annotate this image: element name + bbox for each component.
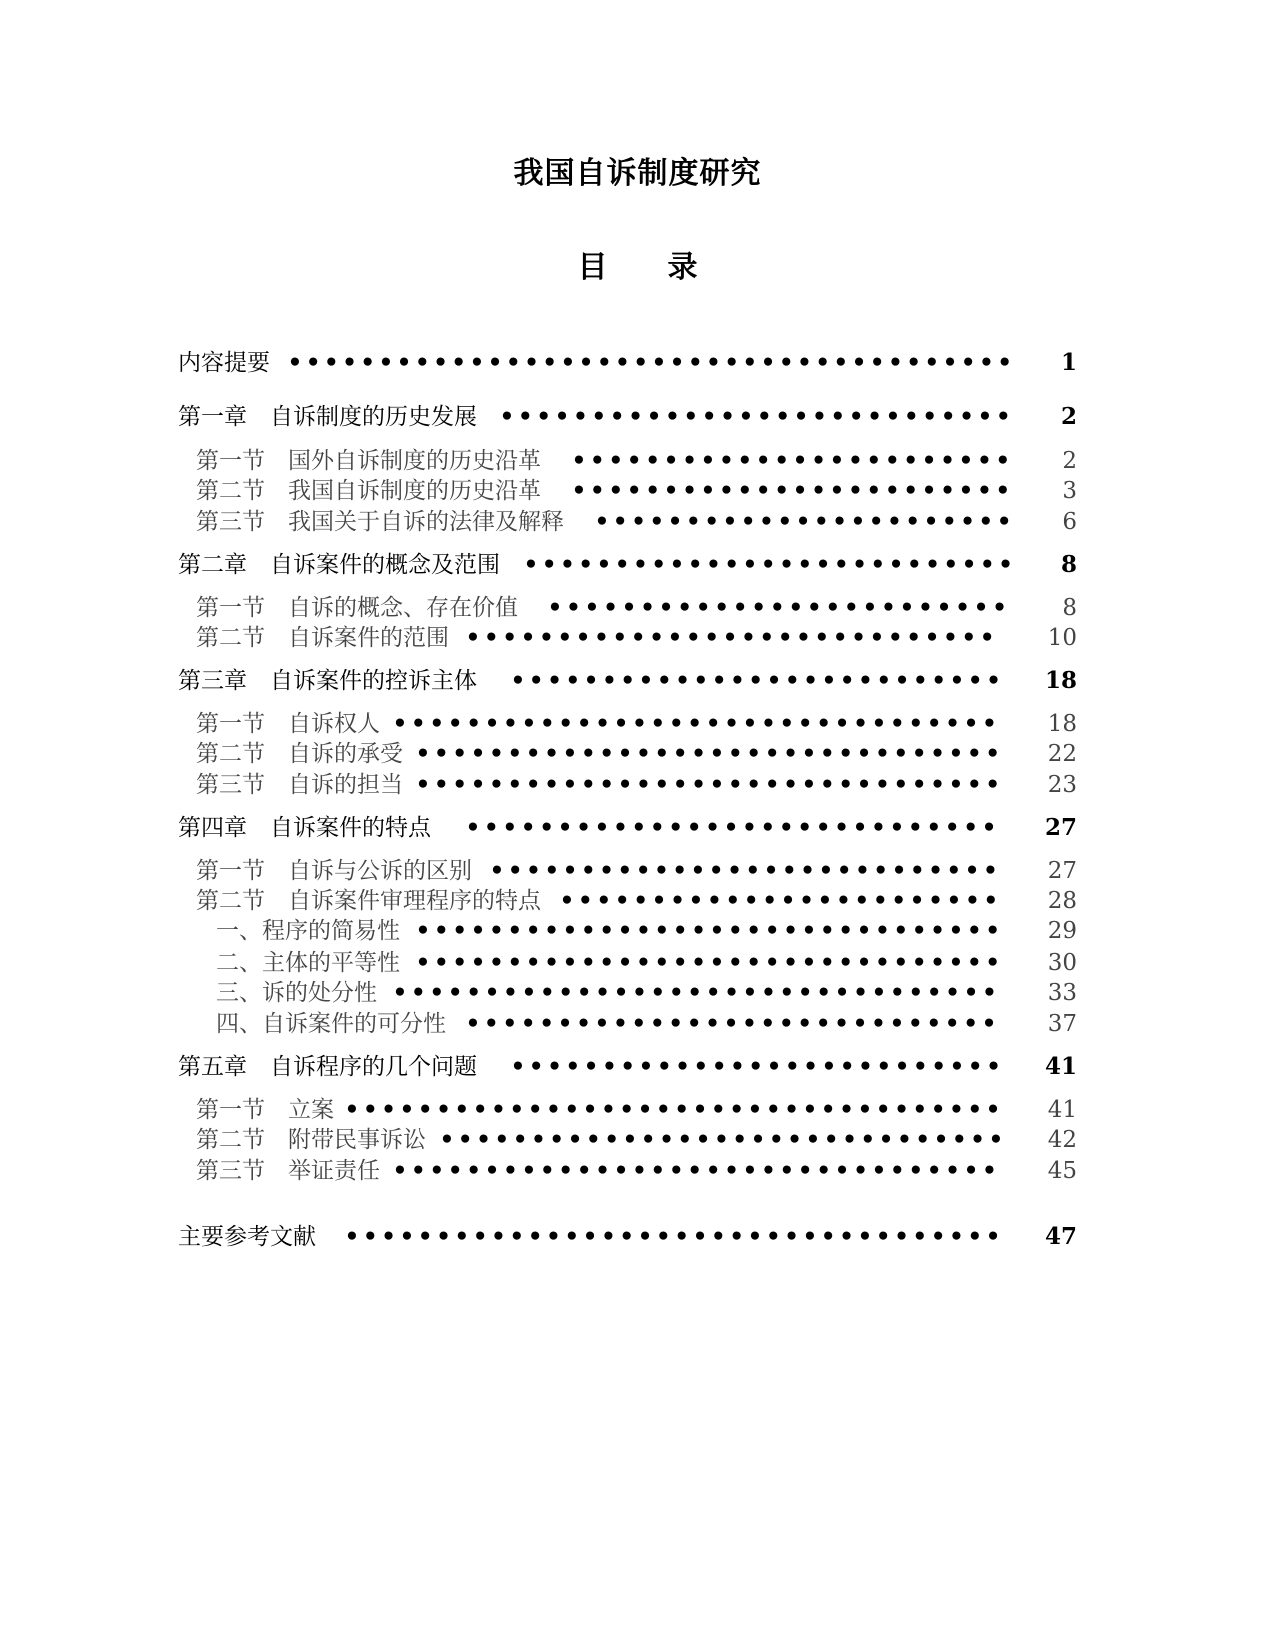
dot-leader: ••••••••••••••••••••••• xyxy=(595,509,1016,535)
toc-entry-label: 第三章 自诉案件的控诉主体 xyxy=(178,668,477,694)
toc-entry-page-number: 47 xyxy=(1044,1223,1077,1250)
toc-entry-label: 第一节 自诉的概念、存在价值 xyxy=(196,595,518,621)
dot-leader: •••••••••••••••••••••••• xyxy=(572,478,1015,504)
dot-leader: •••••••••••••••••••••••••••• xyxy=(490,858,1002,884)
toc-entry-page-number: 45 xyxy=(1047,1158,1077,1184)
toc-entry-page-number: 30 xyxy=(1047,950,1077,976)
toc-entry-label: 第二节 附带民事诉讼 xyxy=(196,1127,426,1153)
toc-entry-label: 第三节 我国关于自诉的法律及解释 xyxy=(196,509,564,535)
toc-entry-page-number: 41 xyxy=(1047,1097,1077,1123)
toc-entry-label: 第一节 国外自诉制度的历史沿革 xyxy=(196,448,541,474)
toc-entry-label: 第三节 举证责任 xyxy=(196,1158,380,1184)
toc-entry-label: 第一节 自诉权人 xyxy=(196,711,380,737)
toc-entry-page-number: 29 xyxy=(1047,918,1077,944)
toc-entry[interactable] xyxy=(0,709,1275,739)
toc-entry-label: 第一节 自诉与公诉的区别 xyxy=(196,858,472,884)
dot-leader: •••••••••••••••••••••••••••••••••••••••• xyxy=(288,350,1016,376)
toc-entry-label: 第二节 自诉的承受 xyxy=(196,741,403,767)
dot-leader: ••••••••••••••••••••••••••••••• xyxy=(440,1127,1008,1153)
toc-entry-page-number: 33 xyxy=(1047,980,1077,1006)
toc-entry-page-number: 42 xyxy=(1047,1127,1077,1153)
dot-leader: ••••••••••••••••••••••••••• xyxy=(511,668,1005,694)
toc-entry-page-number: 18 xyxy=(1044,667,1077,694)
toc-entry-label: 第一章 自诉制度的历史发展 xyxy=(178,404,477,430)
toc-entry[interactable] xyxy=(0,813,1275,843)
dot-leader: ••••••••••••••••••••••••• xyxy=(548,595,1012,621)
toc-entry-label: 主要参考文献 xyxy=(178,1224,316,1250)
toc-entry[interactable] xyxy=(0,948,1275,978)
toc-entry-page-number: 28 xyxy=(1047,888,1077,914)
toc-entry-page-number: 8 xyxy=(1060,551,1077,578)
toc-entry-page-number: 37 xyxy=(1047,1011,1077,1037)
dot-leader: •••••••••••••••••••••••••••••••• xyxy=(416,741,1005,767)
toc-entry-label: 一、程序的简易性 xyxy=(216,918,400,944)
dot-leader: •••••••••••••••••••••••• xyxy=(560,888,1003,914)
toc-entry[interactable] xyxy=(0,1095,1275,1125)
toc-entry[interactable] xyxy=(0,1156,1275,1186)
toc-entry[interactable] xyxy=(0,623,1275,653)
dot-leader: ••••••••••••••••••••••••••••• xyxy=(466,1011,1001,1037)
toc-heading: 目录 xyxy=(577,250,758,285)
dot-leader: •••••••••••••••••••••••••••••••••••• xyxy=(345,1224,1005,1250)
dot-leader: ••••••••••••••••••••••••••• xyxy=(524,552,1017,578)
dot-leader: •••••••••••••••••••••••••••• xyxy=(500,404,1015,430)
document-title: 我国自诉制度研究 xyxy=(513,156,762,191)
toc-entry[interactable] xyxy=(0,666,1275,696)
toc-entry-label: 内容提要 xyxy=(178,350,270,376)
dot-leader: ••••••••••••••••••••••••••••••••• xyxy=(393,980,1001,1006)
toc-entry[interactable] xyxy=(0,550,1275,580)
toc-entry[interactable] xyxy=(0,446,1275,476)
toc-entry-label: 二、主体的平等性 xyxy=(216,950,400,976)
toc-entry-page-number: 23 xyxy=(1047,772,1077,798)
dot-leader: ••••••••••••••••••••••••••••••••• xyxy=(393,711,1001,737)
toc-entry-page-number: 3 xyxy=(1062,478,1077,504)
toc-entry-page-number: 27 xyxy=(1047,858,1077,884)
toc-entry-page-number: 27 xyxy=(1044,814,1077,841)
toc-entry-label: 第四章 自诉案件的特点 xyxy=(178,815,431,841)
dot-leader: •••••••••••••••••••••••••••••••••••• xyxy=(345,1097,1005,1123)
dot-leader: ••••••••••••••••••••••••••• xyxy=(511,1054,1005,1080)
toc-entry[interactable] xyxy=(0,916,1275,946)
toc-entry-label: 三、诉的处分性 xyxy=(216,980,377,1006)
dot-leader: •••••••••••••••••••••••••••••••• xyxy=(416,950,1005,976)
toc-entry-page-number: 8 xyxy=(1062,595,1077,621)
toc-entry-page-number: 22 xyxy=(1047,741,1077,767)
toc-entry-page-number: 10 xyxy=(1047,625,1077,651)
toc-entry-label: 第二章 自诉案件的概念及范围 xyxy=(178,552,500,578)
dot-leader: •••••••••••••••••••••••••••••••• xyxy=(416,772,1005,798)
toc-entry-label: 第五章 自诉程序的几个问题 xyxy=(178,1054,477,1080)
toc-entry-page-number: 1 xyxy=(1060,349,1077,376)
toc-entry-label: 第一节 立案 xyxy=(196,1097,334,1123)
toc-entry[interactable] xyxy=(0,886,1275,916)
toc-entry-label: 第二节 自诉案件审理程序的特点 xyxy=(196,888,541,914)
toc-entry[interactable] xyxy=(0,1052,1275,1082)
toc-entry-page-number: 2 xyxy=(1062,448,1077,474)
toc-entry-label: 第二节 我国自诉制度的历史沿革 xyxy=(196,478,541,504)
toc-entry[interactable] xyxy=(0,507,1275,537)
dot-leader: ••••••••••••••••••••••••••••• xyxy=(466,815,1001,841)
toc-entry[interactable] xyxy=(0,856,1275,886)
toc-entry[interactable] xyxy=(0,348,1275,378)
toc-entry[interactable] xyxy=(0,1222,1275,1252)
dot-leader: •••••••••••••••••••••••• xyxy=(572,448,1015,474)
toc-entry-page-number: 2 xyxy=(1060,403,1077,430)
toc-entry[interactable] xyxy=(0,739,1275,769)
toc-entry-label: 第二节 自诉案件的范围 xyxy=(196,625,449,651)
toc-entry-page-number: 18 xyxy=(1047,711,1077,737)
dot-leader: •••••••••••••••••••••••••••••••• xyxy=(416,918,1005,944)
toc-entry[interactable] xyxy=(0,770,1275,800)
toc-entry-label: 第三节 自诉的担当 xyxy=(196,772,403,798)
toc-entry[interactable] xyxy=(0,402,1275,432)
toc-entry[interactable] xyxy=(0,1125,1275,1155)
dot-leader: ••••••••••••••••••••••••••••••••• xyxy=(393,1158,1001,1184)
toc-entry[interactable] xyxy=(0,593,1275,623)
toc-entry-label: 四、自诉案件的可分性 xyxy=(216,1011,446,1037)
toc-entry[interactable] xyxy=(0,978,1275,1008)
toc-entry-page-number: 41 xyxy=(1044,1053,1077,1080)
toc-entry[interactable] xyxy=(0,476,1275,506)
toc-entry[interactable] xyxy=(0,1009,1275,1039)
dot-leader: ••••••••••••••••••••••••••••• xyxy=(466,625,999,651)
toc-entry-page-number: 6 xyxy=(1062,509,1077,535)
